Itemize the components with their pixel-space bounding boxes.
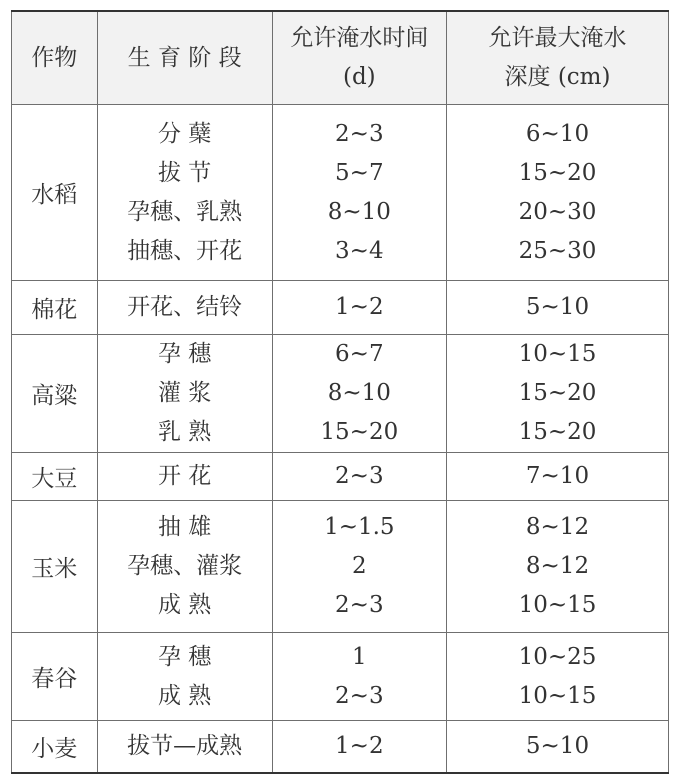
days-value: 2~3: [335, 463, 384, 489]
stage-cell: [97, 501, 272, 633]
days-value: 5~7: [335, 159, 384, 186]
stage-cell: [97, 335, 272, 453]
stage-value: 孕 穗: [157, 341, 212, 367]
crop-cell: 小麦: [12, 721, 98, 773]
days-cell: [272, 501, 446, 633]
header-crop: 作物: [12, 11, 98, 105]
depth-value: 10~25: [518, 643, 597, 670]
depth-value: 8~12: [525, 514, 590, 540]
depth-value: 25~30: [518, 237, 597, 264]
days-value: 1~2: [335, 294, 384, 320]
days-value: 2: [352, 553, 367, 579]
days-value: 2~3: [335, 592, 384, 618]
days-value: 1: [352, 643, 367, 670]
stage-cell: [97, 721, 272, 773]
depth-value: 7~10: [525, 463, 590, 489]
depth-value: 5~10: [525, 732, 590, 759]
depth-cell: [446, 501, 668, 633]
depth-cell: [446, 105, 668, 281]
crop-cell: 春谷: [12, 633, 98, 721]
header-depth-line1: 允许最大淹水: [488, 25, 627, 51]
depth-value: 15~20: [518, 419, 597, 445]
depth-value: 10~15: [518, 682, 597, 709]
table-container: [11, 10, 669, 774]
depth-cell: [446, 721, 668, 773]
days-value: 6~7: [335, 341, 384, 367]
days-value: 8~10: [327, 380, 391, 406]
days-cell: [272, 721, 446, 773]
stage-value: 开 花: [157, 463, 212, 489]
stage-value: 开花、结铃: [127, 294, 243, 320]
days-value: 3~4: [335, 237, 384, 264]
days-value: 2~3: [335, 682, 384, 709]
days-value: 1~2: [335, 732, 384, 759]
depth-value: 10~15: [518, 341, 597, 367]
depth-value: 6~10: [525, 120, 590, 147]
days-cell: [272, 633, 446, 721]
depth-cell: [446, 281, 668, 335]
stage-value: 灌 浆: [157, 380, 212, 406]
stage-value: 孕穗、灌浆: [127, 553, 243, 579]
stage-cell: [97, 281, 272, 335]
crop-cell: 大豆: [12, 453, 98, 501]
header-depth: [446, 11, 668, 105]
stage-value: 成 熟: [157, 592, 212, 618]
stage-value: 拔 节: [157, 159, 212, 186]
header-days-line2: (d): [342, 64, 376, 90]
stage-value: 抽穗、开花: [127, 237, 243, 264]
depth-value: 8~12: [525, 553, 590, 579]
depth-value: 15~20: [518, 380, 597, 406]
flood-tolerance-table: [11, 10, 669, 774]
days-cell: [272, 281, 446, 335]
stage-value: 孕 穗: [157, 643, 212, 670]
header-days: [272, 11, 446, 105]
depth-value: 5~10: [525, 294, 590, 320]
table-row: [12, 281, 669, 335]
depth-value: 20~30: [518, 198, 597, 225]
stage-value: 拔节—成熟: [127, 732, 243, 759]
days-value: 1~1.5: [324, 514, 395, 540]
depth-cell: [446, 335, 668, 453]
days-value: 15~20: [320, 419, 399, 445]
header-depth-line2: 深度 (cm): [504, 64, 611, 90]
days-cell: [272, 335, 446, 453]
table-row: [12, 501, 669, 633]
crop-cell: 玉米: [12, 501, 98, 633]
header-days-line1: 允许淹水时间: [290, 25, 429, 51]
depth-value: 10~15: [518, 592, 597, 618]
depth-cell: [446, 633, 668, 721]
days-cell: [272, 453, 446, 501]
table-body: [12, 105, 669, 773]
crop-cell: 高粱: [12, 335, 98, 453]
depth-cell: [446, 453, 668, 501]
table-row: [12, 453, 669, 501]
days-cell: [272, 105, 446, 281]
days-value: 8~10: [327, 198, 391, 225]
stage-cell: [97, 105, 272, 281]
days-value: 2~3: [335, 120, 384, 147]
stage-cell: [97, 453, 272, 501]
header-row: [12, 11, 669, 105]
table-row: [12, 335, 669, 453]
stage-value: 抽 雄: [157, 514, 212, 540]
stage-value: 孕穗、乳熟: [127, 198, 243, 225]
crop-cell: 棉花: [12, 281, 98, 335]
stage-value: 乳 熟: [157, 419, 212, 445]
table-row: [12, 633, 669, 721]
table-row: [12, 721, 669, 773]
crop-cell: 水稻: [12, 105, 98, 281]
depth-value: 15~20: [518, 159, 597, 186]
table-row: [12, 105, 669, 281]
stage-value: 成 熟: [157, 682, 212, 709]
stage-value: 分 蘖: [157, 120, 212, 147]
header-stage: 生 育 阶 段: [97, 11, 272, 105]
stage-cell: [97, 633, 272, 721]
